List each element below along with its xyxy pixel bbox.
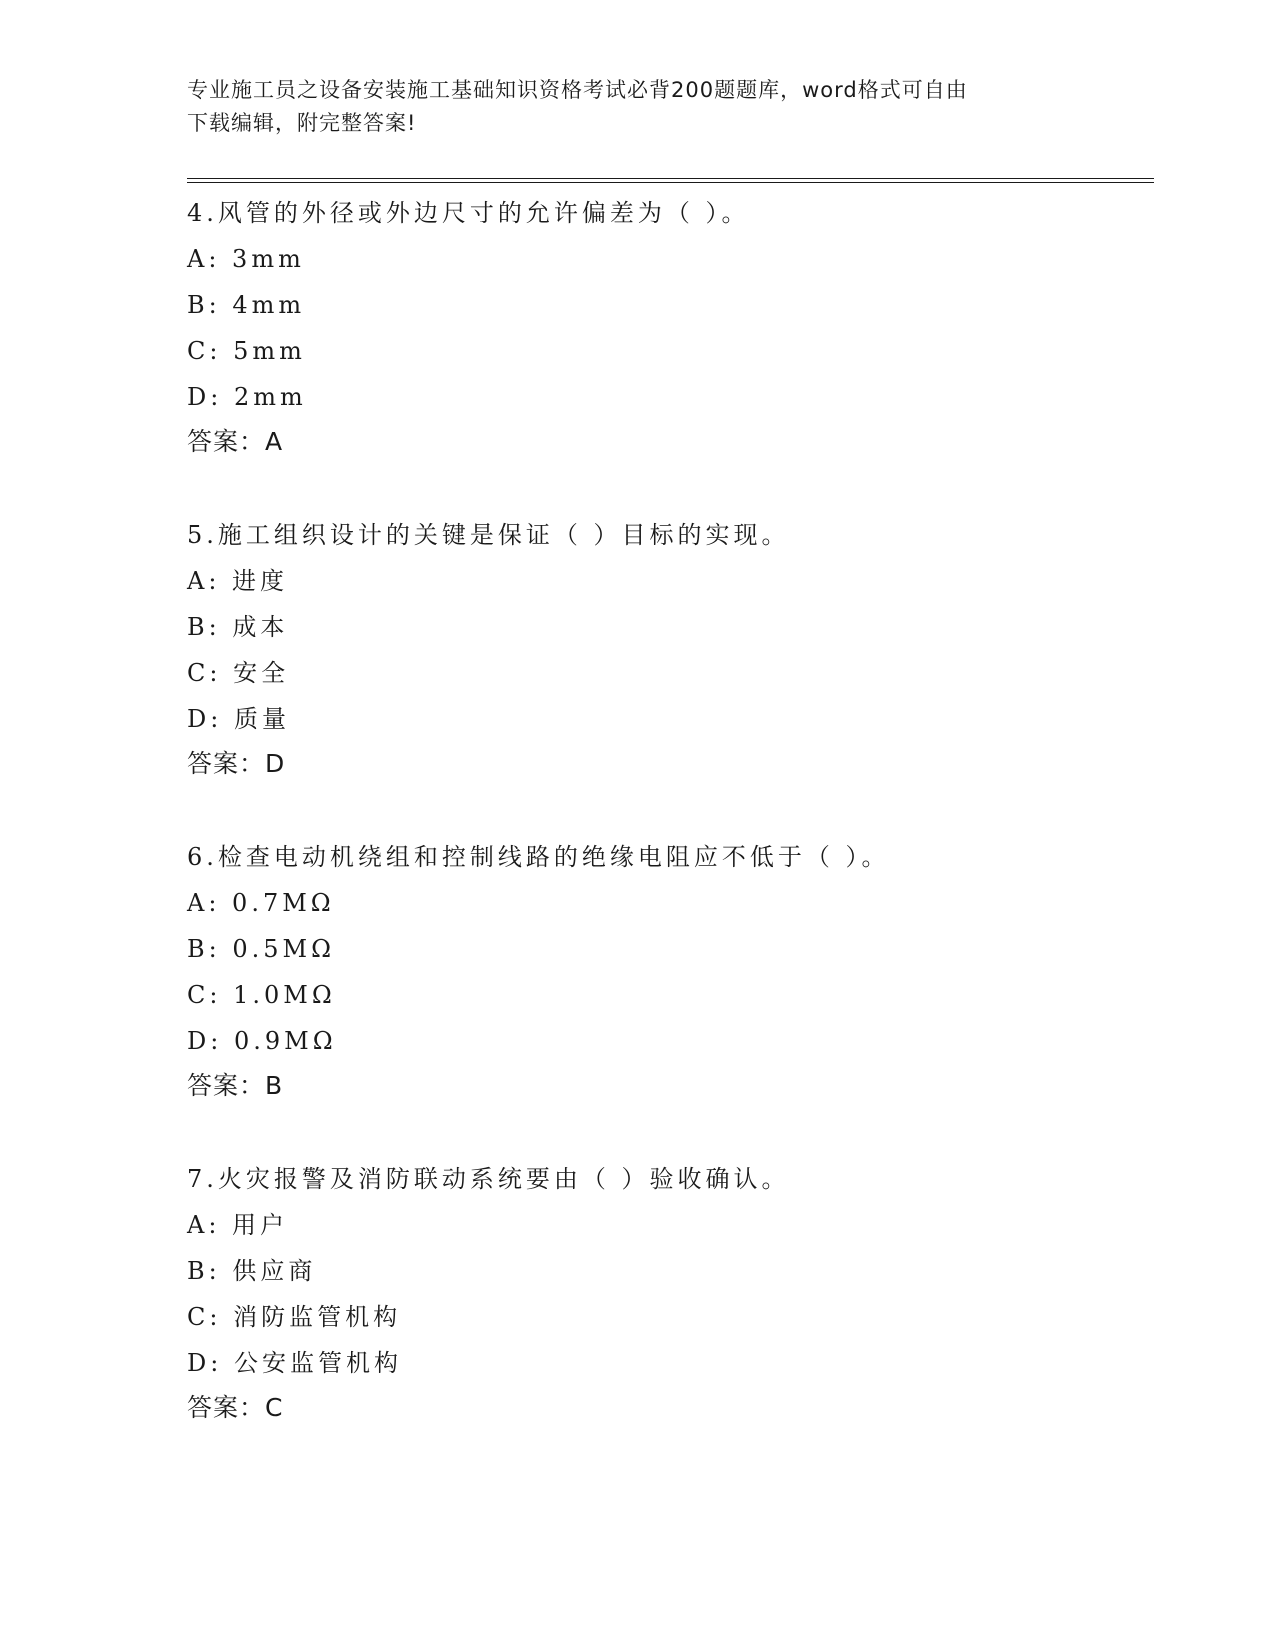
question-stem: 4.风管的外径或外边尺寸的允许偏差为（ ）。 — [187, 199, 750, 227]
question-stem: 7.火灾报警及消防联动系统要由（ ）验收确认。 — [187, 1165, 790, 1193]
option-d: D: 公安监管机构 — [187, 1349, 402, 1377]
header-line-1: 专业施工员之设备安装施工基础知识资格考试必背200题题库，word格式可自由 — [187, 78, 968, 102]
answer-line: 答案：D — [187, 749, 286, 778]
question-stem: 6.检查电动机绕组和控制线路的绝缘电阻应不低于（ ）。 — [187, 843, 890, 871]
answer-line: 答案：A — [187, 427, 284, 456]
question-6 — [187, 834, 1147, 1108]
answer-line: 答案：B — [187, 1071, 284, 1100]
header-line-2: 下载编辑，附完整答案! — [187, 111, 417, 135]
option-c: C: 消防监管机构 — [187, 1303, 402, 1331]
question-5 — [187, 512, 1147, 786]
header-double-rule — [187, 178, 1154, 183]
question-list — [187, 190, 1147, 1478]
option-b: B: 成本 — [187, 613, 289, 641]
option-d: D: 0.9MΩ — [187, 1027, 337, 1055]
option-b: B: 0.5MΩ — [187, 935, 335, 963]
option-a: A: 0.7MΩ — [187, 889, 335, 917]
option-a: A: 用户 — [187, 1211, 289, 1239]
option-a: A: 进度 — [187, 567, 289, 595]
option-c: C: 安全 — [187, 659, 290, 687]
option-a: A: 3mm — [187, 245, 305, 273]
option-b: B: 供应商 — [187, 1257, 317, 1285]
question-7 — [187, 1156, 1147, 1430]
answer-line: 答案：C — [187, 1393, 284, 1422]
option-c: C: 5mm — [187, 337, 306, 365]
question-4 — [187, 190, 1147, 464]
question-stem: 5.施工组织设计的关键是保证（ ）目标的实现。 — [187, 521, 790, 549]
option-b: B: 4mm — [187, 291, 306, 319]
option-c: C: 1.0MΩ — [187, 981, 336, 1009]
document-header — [187, 74, 1067, 140]
option-d: D: 质量 — [187, 705, 290, 733]
option-d: D: 2mm — [187, 383, 307, 411]
